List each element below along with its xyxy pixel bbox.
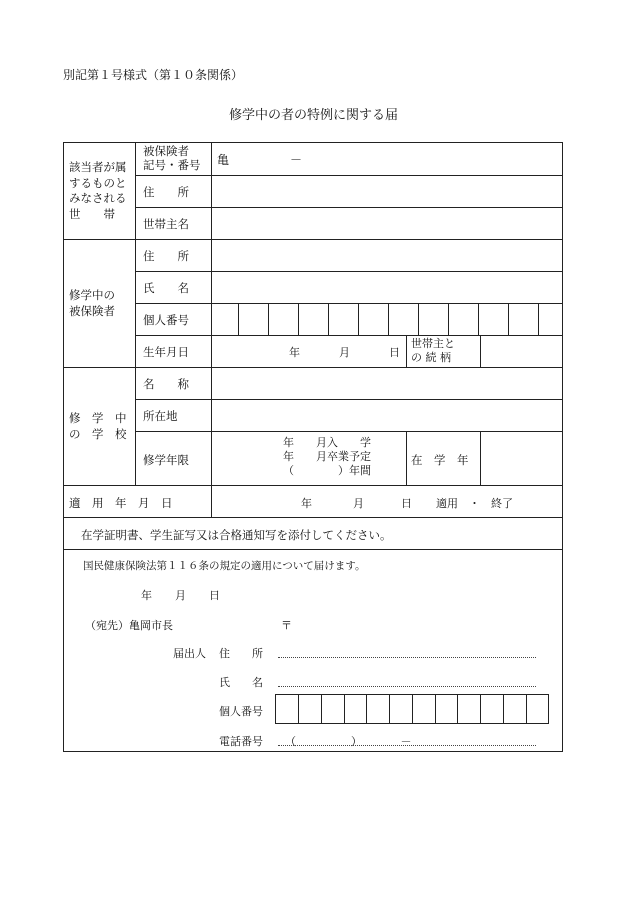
insurance-number-prefix: 亀 (217, 153, 230, 167)
school-heading-line: の 学 校 (69, 427, 127, 441)
household-heading-line: 該当者が属 (69, 160, 127, 174)
applicant-name-line[interactable] (278, 686, 536, 687)
insurance-number-dash: － (290, 153, 303, 167)
school-heading-line: 修 学 中 (69, 411, 127, 425)
birthdate-label: 生年月日 (143, 345, 189, 359)
phone-label: 電話番号 (219, 735, 263, 748)
notice-date-day: 日 (209, 589, 220, 602)
grade-field[interactable] (483, 434, 559, 482)
school-heading (69, 410, 127, 442)
relation-label-line: 世帯主と (411, 337, 455, 350)
household-heading-line: 世 帯 (69, 206, 115, 221)
apply-status-options[interactable]: 適用 ・ 終了 (436, 497, 513, 510)
insurance-number-label-line: 記号・番号 (143, 158, 201, 172)
applicant-personal-number-label: 個人番号 (219, 705, 263, 718)
birth-day-unit: 日 (389, 346, 400, 359)
applicant-personal-number-boxes[interactable] (275, 694, 550, 726)
household-head-name-field[interactable] (215, 210, 559, 236)
household-heading-line: みなされる (69, 191, 127, 205)
household-heading (69, 160, 127, 222)
school-name-label: 名 称 (143, 377, 189, 391)
apply-date-label: 適 用 年 月 日 (69, 496, 173, 510)
relation-label (411, 337, 455, 365)
study-period-line: （ ）年間 (283, 464, 371, 477)
applicant-address-line[interactable] (278, 657, 536, 658)
notice-addressee: （宛先）亀岡市長 (85, 619, 173, 632)
student-name-field[interactable] (215, 274, 559, 300)
student-personal-number-field[interactable] (215, 305, 561, 333)
applicant-address-label: 住 所 (219, 647, 263, 660)
student-heading (69, 287, 115, 319)
student-personal-number-label: 個人番号 (143, 313, 189, 327)
household-address-label: 住 所 (143, 185, 189, 199)
relation-label-line: の 続 柄 (411, 351, 451, 364)
relation-field[interactable] (483, 338, 559, 364)
apply-month-unit: 月 (353, 497, 364, 510)
student-heading-line: 被保険者 (69, 304, 115, 318)
apply-year-unit: 年 (301, 497, 312, 510)
school-name-field[interactable] (215, 370, 559, 396)
school-location-label: 所在地 (143, 409, 178, 423)
notice-statement: 国民健康保険法第１１６条の規定の適用について届けます。 (83, 560, 366, 572)
student-address-label: 住 所 (143, 249, 189, 263)
apply-day-unit: 日 (401, 497, 412, 510)
notice-date-year: 年 (141, 589, 152, 602)
insurance-number-label-line: 被保険者 (143, 144, 189, 158)
form-number-label: 別記第１号様式（第１０条関係） (63, 68, 244, 82)
postal-code-field[interactable] (295, 612, 535, 630)
household-address-field[interactable] (215, 178, 559, 204)
study-period-value (283, 436, 371, 478)
notice-date-month: 月 (175, 589, 186, 602)
insurance-number-field[interactable] (308, 146, 553, 170)
school-location-field[interactable] (215, 402, 559, 428)
applicant-label: 届出人 (173, 647, 206, 660)
study-period-label: 修学年限 (143, 453, 189, 467)
applicant-name-label: 氏 名 (219, 676, 263, 689)
birth-year-unit: 年 (289, 346, 300, 359)
form-title: 修学中の者の特例に関する届 (229, 108, 399, 123)
study-period-line: 年 月入 学 (283, 436, 371, 449)
birthdate-field[interactable] (215, 338, 403, 364)
student-name-label: 氏 名 (143, 281, 189, 295)
phone-template: （ ） － (285, 735, 412, 748)
phone-line[interactable] (278, 745, 536, 746)
insurance-symbol-field[interactable] (238, 146, 286, 170)
birth-month-unit: 月 (339, 346, 350, 359)
study-period-line: 年 月卒業予定 (283, 450, 371, 463)
household-head-name-label: 世帯主名 (143, 217, 189, 231)
student-heading-line: 修学中の (69, 288, 115, 302)
attachment-note: 在学証明書、学生証写又は合格通知写を添付してください。 (81, 528, 392, 542)
grade-label: 在 学 年 (411, 453, 469, 467)
household-heading-line: するものと (69, 175, 127, 190)
postal-mark: 〒 (281, 619, 292, 632)
student-address-field[interactable] (215, 242, 559, 268)
insurance-number-label (143, 144, 201, 172)
application-form (63, 142, 563, 752)
